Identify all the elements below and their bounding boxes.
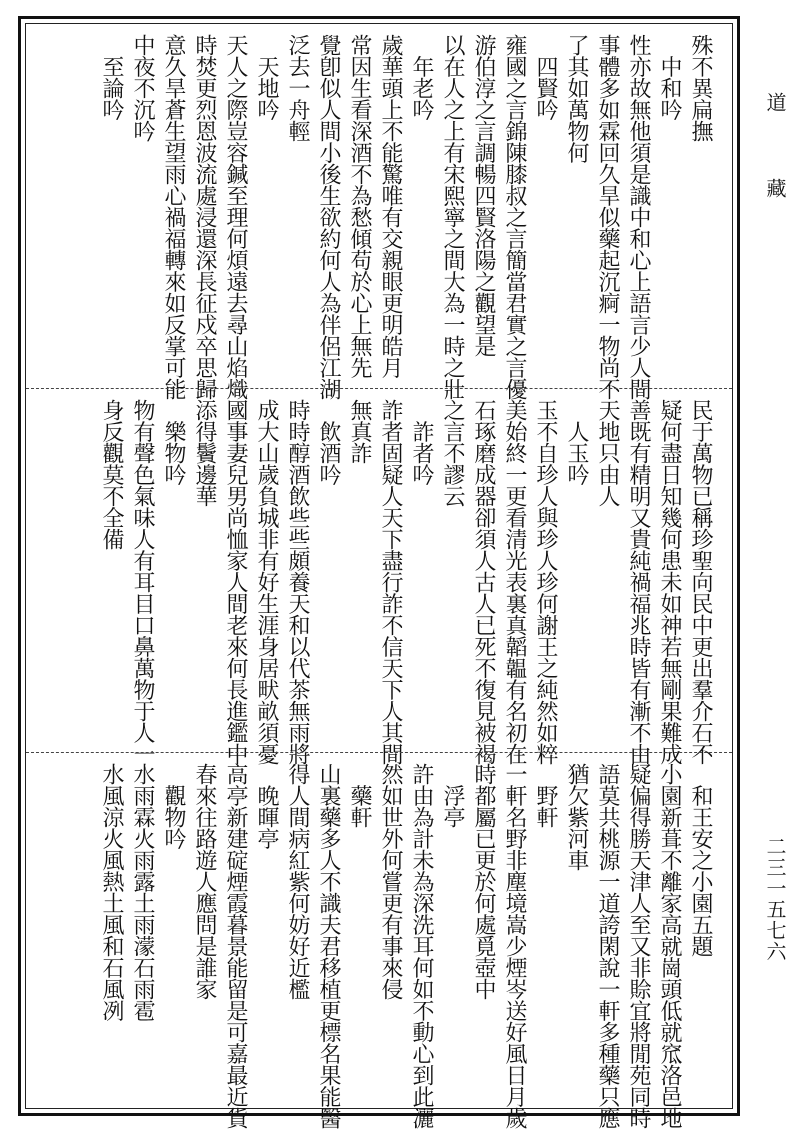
register-columns [96, 389, 716, 765]
text-column: 游伯淳之言調暢四賢洛陽之觀望是 [471, 34, 496, 357]
text-column: 得人間病紅紫何妨好近檻 [285, 763, 310, 1000]
text-column: 然如世外何嘗更有事來侵 [378, 763, 403, 1000]
text-column: 玉不自珍人與珍人珍何謝王之純然如粹 [533, 399, 558, 765]
text-column: 善既有精明又貴純禍福兆時皆有漸不由 [626, 399, 651, 765]
text-column: 雍國之言錦陳膝叔之言簡當君實之言優 [502, 34, 527, 400]
text-column: 成大山歲負城非有好生涯身居畎畝須憂 [254, 399, 279, 765]
text-column: 疑何盡日知幾何患未如神若無剛果難成 [657, 399, 682, 765]
text-column: 性亦故無他須是識中和心上語言少人間 [626, 34, 651, 400]
text-column: 身反觀莫不全備 [99, 399, 124, 550]
poem-title: 天地吟 [254, 34, 279, 120]
register-top [26, 24, 732, 400]
text-column: 語莫共桃源一道誇閑說一軒多種藥只應 [595, 763, 620, 1129]
text-column: 添得鬢邊華 [192, 399, 217, 507]
text-column: 天地只由人 [595, 399, 620, 507]
text-column: 民于萬物已稱珍聖向民中更出羣介石不 [688, 399, 713, 765]
register-middle [26, 388, 732, 765]
text-column: 國事妻兒男尚恤家人間老來何長進鑑中 [223, 399, 248, 765]
text-column: 疑偏得勝天津人至又非賒宜將閒苑同時 [626, 763, 651, 1129]
text-column: 中夜不沉吟 [130, 34, 155, 142]
poem-title: 人玉吟 [564, 399, 589, 485]
page-frame [18, 16, 740, 1129]
margin-title: 道 [763, 92, 787, 112]
text-column: 美始終一更看清光表裏真韜韞有名初在 [502, 399, 527, 765]
text-column: 天人之際豈容鍼至理何煩遠去尋山焰熾 [223, 34, 248, 400]
text-column: 時時醇酒飲些些頗養天和以代茶無雨將 [285, 399, 310, 765]
text-column: 時焚更烈恩波流處浸還深長征戍卒思歸 [192, 34, 217, 400]
text-column: 石琢磨成器卻須人古人已死不復見被褐 [471, 399, 496, 765]
page-margin [752, 0, 798, 1137]
text-column: 事體多如霖回久旱似藥起沉痾一物尚不 [595, 34, 620, 400]
text-column: 水風涼火風熱土風和石風冽 [99, 763, 124, 1021]
poem-title: 飲酒吟 [316, 399, 341, 485]
register-columns [96, 753, 716, 1129]
text-column: 無真詐 [347, 399, 372, 464]
text-column: 許由為計未為深洗耳何如不動心到此灑 [409, 763, 434, 1129]
text-column: 殊不異扁撫 [688, 34, 713, 142]
text-column: 山裏藥多人不識夫君移植更標名果能醫 [316, 763, 341, 1129]
poem-title: 和王安之小園五題 [688, 763, 713, 957]
text-column: 猶欠紫河車 [564, 763, 589, 871]
text-column: 物有聲色氣味人有耳目口鼻萬物于人一 [130, 399, 155, 765]
margin-volume: 藏 [763, 178, 787, 198]
poem-title: 中和吟 [657, 34, 682, 120]
text-column: 時都屬已更於何處覓壺中 [471, 763, 496, 1000]
page-number: 二三一五七六 [763, 836, 787, 962]
text-column: 常因生看深酒不為愁傾苟於心上無先 [347, 34, 372, 378]
text-column: 高亭新建碇煙霞暮景能留是可嘉最近貨 [223, 763, 248, 1129]
poem-title: 至論吟 [99, 34, 124, 120]
register-bottom [26, 752, 732, 1129]
poem-title: 四賢吟 [533, 34, 558, 120]
text-column: 小園新葺不離家高就崗頭低就窊洛邑地 [657, 763, 682, 1129]
poem-title: 樂物吟 [161, 399, 186, 485]
poem-title: 觀物吟 [161, 763, 186, 849]
poem-title: 野軒 [533, 763, 558, 828]
text-column: 春來往路遊人應問是誰家 [192, 763, 217, 1000]
text-column: 歲華頭上不能驚唯有交親眼更明皓月 [378, 34, 403, 378]
text-column: 水雨霖火雨露土雨濛石雨雹 [130, 763, 155, 1021]
poem-title: 藥軒 [347, 763, 372, 828]
text-block [25, 23, 733, 1129]
poem-title: 年老吟 [409, 34, 434, 120]
poem-title: 晚暉亭 [254, 763, 279, 849]
text-column: 一軒名野非塵境嵩少煙岑送好風日月歲 [502, 763, 527, 1129]
text-column: 泛去一舟輕 [285, 34, 310, 142]
text-column: 了其如萬物何 [564, 34, 589, 163]
text-column: 詐者固疑人天下盡行詐不信天下人其間 [378, 399, 403, 765]
register-columns [96, 24, 716, 400]
text-column: 覺卽似人間小後生欲約何人為伴侶江湖 [316, 34, 341, 400]
text-column: 以在人之上有宋熙寧之間大為一時之壯 [440, 34, 465, 400]
poem-title: 浮亭 [440, 763, 465, 828]
text-column: 意久旱蒼生望雨心禍福轉來如反掌可能 [161, 34, 186, 400]
text-column: 之言不謬云 [440, 399, 465, 507]
poem-title: 詐者吟 [409, 399, 434, 485]
